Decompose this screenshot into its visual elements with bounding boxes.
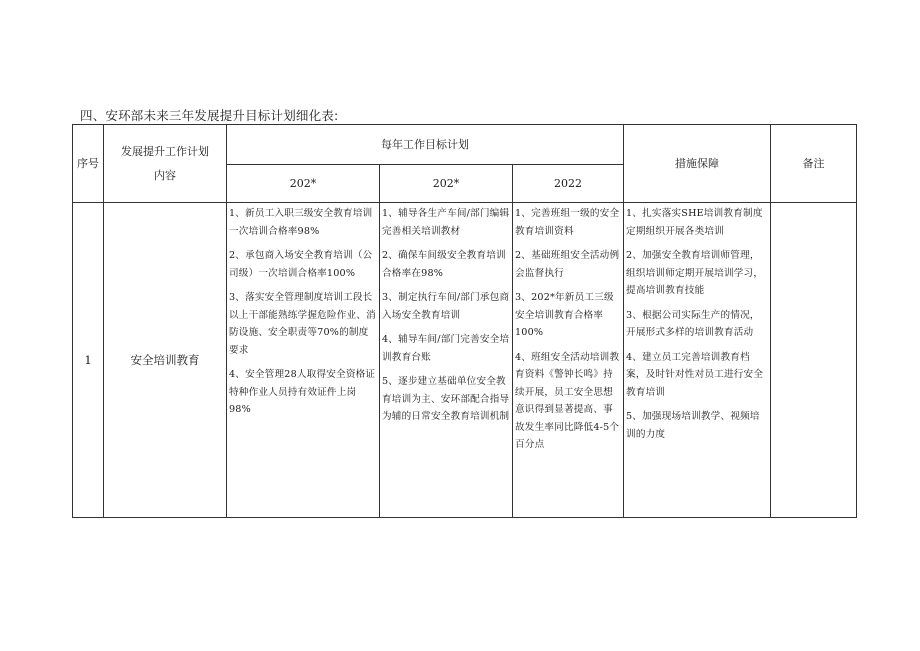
- plan-item: 5、逐步建立基础单位安全教育培训为主、安环部配合指导为辅的日常安全教育培训机制: [382, 376, 510, 422]
- plan-item: 4、安全管理28人取得安全资格证特种作业人员持有效证件上岗98%: [229, 369, 376, 415]
- year2-plan-cell: [380, 203, 513, 518]
- header-row-1: [73, 125, 857, 165]
- header-seq: 序号: [73, 125, 104, 203]
- plan-item: 3、202*年新员工三级安全培训教育合格率100%: [515, 292, 614, 338]
- row-seq: 1: [73, 203, 104, 518]
- year3-plan-cell: [513, 203, 624, 518]
- plan-table: [72, 124, 857, 518]
- plan-item: 2、基础班组安全活动例会监督执行: [515, 250, 620, 279]
- plan-item: 4、辅导车间/部门完善安全培训教育台账: [382, 334, 510, 363]
- plan-item: 1、完善班组一级的安全教育培训资料: [515, 208, 620, 237]
- header-content: [104, 125, 227, 203]
- header-year-3: 2022: [513, 165, 624, 203]
- header-measures: 措施保障: [624, 125, 771, 203]
- measure-item: 3、根据公司实际生产的情况，开展形式多样的培训教育活动: [626, 309, 760, 338]
- plan-item: 1、辅导各生产车间/部门编辑完善相关培训教材: [382, 208, 510, 237]
- header-year-2: 202*: [380, 165, 513, 203]
- plan-item: 2、承包商入场安全教育培训（公司级）一次培训合格率100%: [229, 250, 373, 279]
- measure-item: 4、建立员工完善培训教育档案，及时针对性对员工进行安全教育培训: [626, 351, 764, 398]
- table-row: [73, 203, 857, 518]
- header-content-line2: 内容: [154, 168, 176, 182]
- measure-item: 1、扎实落实SHE培训教育制度定期组织开展各类培训: [626, 208, 763, 237]
- plan-item: 4、班组安全活动培训教育资料《警钟长鸣》持续开展，员工安全思想意识得到显著提高、事故发生率同比降低4-5个百分点: [515, 351, 620, 450]
- header-year-1: 202*: [227, 165, 380, 203]
- year1-plan-cell: [227, 203, 380, 518]
- section-title: 四、安环部未来三年发展提升目标计划细化表:: [80, 108, 339, 123]
- measure-item: 5、加强现场培训教学、视频培训的力度: [626, 411, 760, 440]
- plan-item: 3、落实安全管理制度培训工段长以上干部能熟练学握危险作业、消防设施、安全职责等70%的制度要求: [229, 292, 376, 356]
- measures-cell: [624, 203, 771, 518]
- header-remarks: 备注: [771, 125, 857, 203]
- plan-item: 1、新员工入职三级安全教育培训一次培训合格率98%: [229, 208, 373, 237]
- row-content: 安全培训教育: [104, 203, 227, 518]
- plan-item: 3、制定执行车间/部门承包商入场安全教育培训: [382, 292, 510, 321]
- header-content-line1: 发展提升工作计划: [121, 144, 209, 158]
- measure-item: 2、加强安全教育培训师管理，组织培训师定期开展培训学习，提高培训教育技能: [626, 250, 764, 296]
- plan-item: 2、确保车间级安全教育培训合格率在98%: [382, 250, 506, 279]
- remarks-cell: [771, 203, 857, 518]
- header-yearly-plan: 每年工作目标计划: [227, 125, 624, 165]
